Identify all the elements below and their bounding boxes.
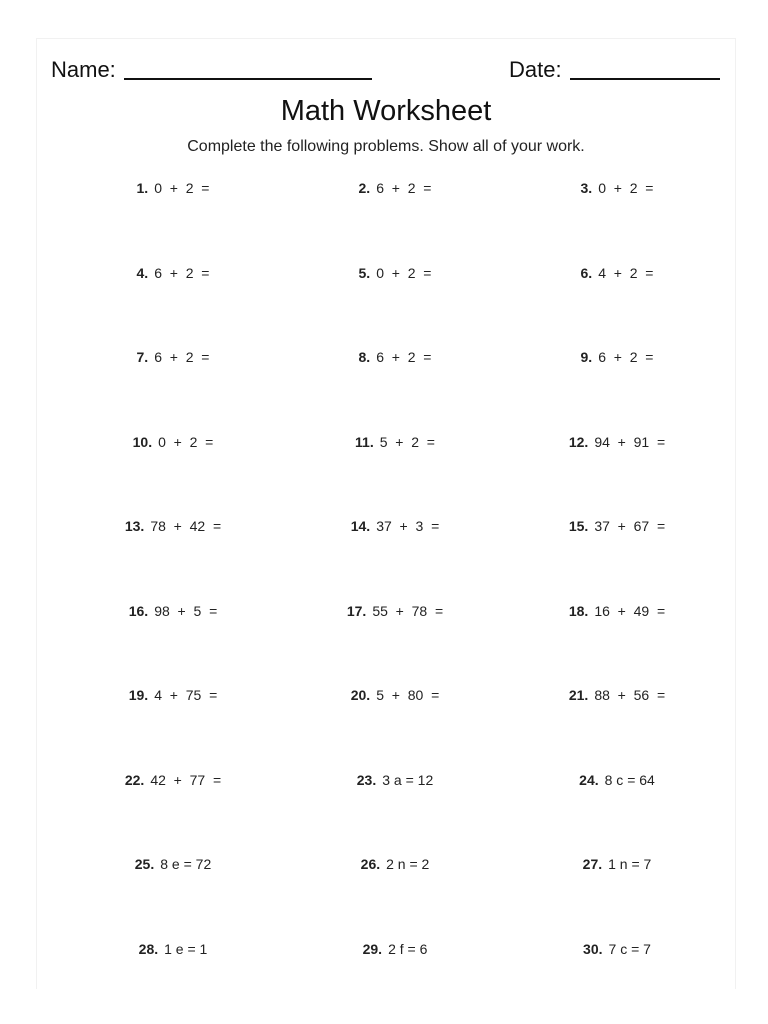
problem-item [295,770,495,790]
problem-item [517,939,717,959]
name-label: Name: [51,57,116,82]
problem-item [73,263,273,283]
problem-number: 18. [568,603,589,619]
problem-number: 7. [136,349,149,365]
problem-expression: 7 c = 7 [608,941,651,957]
problem-item [73,685,273,705]
problem-grid [37,39,735,989]
problem-number: 13. [124,518,145,534]
problem-item [517,770,717,790]
problem-expression: 6 + 2 = [376,180,432,196]
problem-expression: 3 a = 12 [382,772,434,788]
problem-item [73,178,273,198]
problem-item [73,516,273,536]
problem-number: 26. [360,856,381,872]
problem-number: 25. [134,856,155,872]
problem-item [295,601,495,621]
problem-number: 10. [132,434,153,450]
page-title: Math Worksheet [280,95,492,127]
problem-number: 9. [580,349,593,365]
problem-number: 15. [568,518,589,534]
problem-item [73,601,273,621]
problem-item [517,854,717,874]
problem-number: 24. [579,772,599,788]
problem-number: 3. [580,180,593,196]
problem-item [73,770,273,790]
problem-number: 11. [355,434,374,450]
problem-expression: 1 e = 1 [164,941,208,957]
problem-expression: 6 + 2 = [598,349,654,365]
problem-number: 1. [136,180,149,196]
problem-item [517,178,717,198]
problem-number: 20. [350,687,371,703]
worksheet-page [36,38,736,989]
problem-number: 22. [124,772,145,788]
problem-item [295,347,495,367]
problem-item [295,178,495,198]
problem-expression: 55 + 78 = [372,603,444,619]
problem-number: 28. [138,941,159,957]
problem-item [295,685,495,705]
problem-expression: 8 c = 64 [604,772,655,788]
problem-number: 16. [128,603,149,619]
date-label: Date: [509,57,562,82]
problem-item [517,685,717,705]
problem-expression: 0 + 2 = [158,434,214,450]
problem-expression: 4 + 2 = [598,265,654,281]
problem-item [517,432,717,452]
problem-expression: 78 + 42 = [150,518,222,534]
problem-number: 4. [136,265,149,281]
problem-item [295,516,495,536]
problem-number: 5. [358,265,371,281]
problem-number: 21. [568,687,589,703]
problem-expression: 0 + 2 = [154,180,210,196]
problem-expression: 37 + 3 = [376,518,440,534]
problem-expression: 2 f = 6 [388,941,428,957]
problem-number: 29. [362,941,383,957]
problem-expression: 94 + 91 = [594,434,666,450]
problem-expression: 2 n = 2 [386,856,430,872]
problem-item [295,854,495,874]
problem-number: 30. [583,941,603,957]
problem-expression: 0 + 2 = [376,265,432,281]
problem-expression: 0 + 2 = [598,180,654,196]
problem-item [73,347,273,367]
problem-item [517,263,717,283]
problem-item [73,854,273,874]
problem-number: 6. [580,265,593,281]
problem-number: 2. [358,180,371,196]
problem-item [295,939,495,959]
problem-expression: 5 + 80 = [376,687,440,703]
problem-number: 8. [358,349,371,365]
problem-item [517,347,717,367]
problem-expression: 5 + 2 = [379,434,435,450]
problem-item [295,263,495,283]
problem-expression: 4 + 75 = [154,687,218,703]
problem-item [517,516,717,536]
problem-expression: 42 + 77 = [150,772,222,788]
problem-expression: 88 + 56 = [594,687,666,703]
problem-expression: 98 + 5 = [154,603,218,619]
problem-expression: 6 + 2 = [376,349,432,365]
problem-item [73,432,273,452]
problem-number: 23. [356,772,377,788]
instructions: Complete the following problems. Show all of your work. [187,138,585,155]
problem-expression: 6 + 2 = [154,265,210,281]
problem-number: 14. [350,518,371,534]
problem-number: 17. [346,603,367,619]
problem-expression: 37 + 67 = [594,518,666,534]
problem-item [295,432,495,452]
problem-expression: 8 e = 72 [160,856,212,872]
problem-item [517,601,717,621]
problem-expression: 16 + 49 = [594,603,666,619]
problem-number: 27. [582,856,603,872]
problem-number: 19. [128,687,149,703]
problem-item [73,939,273,959]
problem-number: 12. [568,434,589,450]
problem-expression: 1 n = 7 [608,856,652,872]
problem-expression: 6 + 2 = [154,349,210,365]
